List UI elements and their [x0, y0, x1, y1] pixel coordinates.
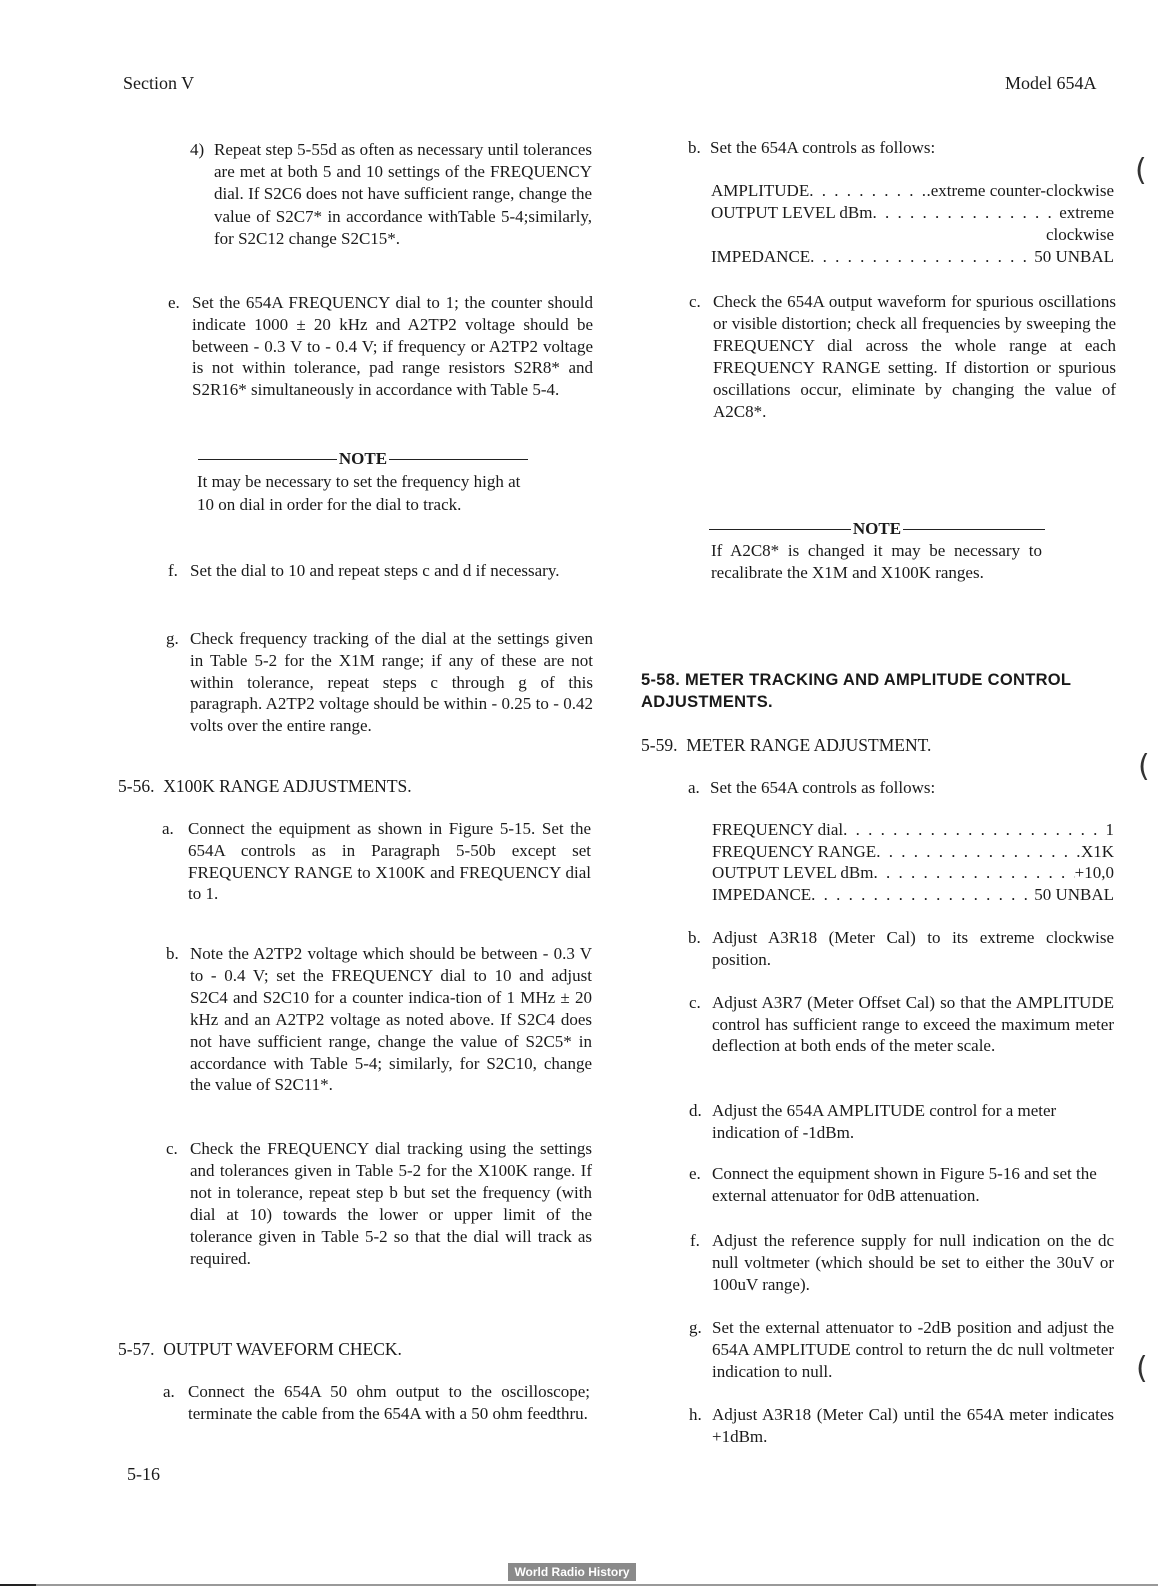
- step-text: Connect the equipment shown in Figure 5-16 and set the external attenuator for 0dB attenuation.: [712, 1164, 1097, 1205]
- step-4: [190, 139, 592, 250]
- note-divider: [709, 518, 1045, 540]
- control-row: [712, 841, 1114, 863]
- step-label: g.: [166, 629, 179, 648]
- step-5-56-a: [162, 818, 591, 905]
- control-name: OUTPUT LEVEL dBm: [711, 203, 873, 222]
- leader-dots: [811, 884, 1034, 906]
- control-name: OUTPUT LEVEL dBm: [712, 863, 874, 882]
- control-name: AMPLITUDE: [711, 181, 810, 200]
- step-text: Set the 654A controls as follows:: [710, 778, 936, 797]
- step-5-59-g: [689, 1317, 1114, 1384]
- leader-dots: [873, 202, 1060, 224]
- control-row: [711, 202, 1114, 224]
- step-text: Note the A2TP2 voltage which should be between - 0.3 V to - 0.4 V; set the FREQUENCY dial to 10 and adjust S2C4 and S2C10 for a counter indica-tion of 1 MHz ± 20 kHz and an A2TP2 voltage as noted above. If S2C4 does not have sufficient range, change the value of S2C5* in accordance with Table 5-4; similarly, for S2C10, change the value of S2C11*.: [190, 944, 592, 1095]
- step-5-57-a: [163, 1381, 590, 1425]
- step-text: Adjust A3R7 (Meter Offset Cal) so that the AMPLITUDE control has sufficient range to exceed the maximum meter deflection at both ends of the meter scale.: [712, 993, 1114, 1056]
- leader-dots: [809, 180, 926, 202]
- step-text: Set the 654A FREQUENCY dial to 1; the counter should indicate 1000 ± 20 kHz and A2TP2 voltage should be between - 0.3 V to - 0.4 V; if frequency or A2TP2 voltage is not within tolerance, pad range resistors S2R8* and S2R16* simultaneously in accordance with Table 5-4.: [192, 293, 593, 400]
- control-value-continued: clockwise: [1046, 225, 1114, 244]
- step-label: e.: [689, 1164, 701, 1183]
- step-label: f.: [690, 1231, 700, 1250]
- section-heading-5-56: 5-56. X100K RANGE ADJUSTMENTS.: [118, 776, 412, 796]
- step-text: Check the FREQUENCY dial tracking using the settings and tolerances given in Table 5-2 for the X100K range. If not in tolerance, repeat step b but set the frequency (with dial at 10) towards the lower or upper limit of the tolerance given in Table 5-2 so that the dial will track as required.: [190, 1139, 592, 1268]
- step-text: Adjust the reference supply for null indication on the dc null voltmeter (which should be set to either the 30uV or 100uV range).: [712, 1231, 1114, 1294]
- page-number: 5-16: [127, 1464, 160, 1484]
- note-divider: [198, 448, 528, 470]
- model-header: Model 654A: [1005, 73, 1097, 93]
- control-value: extreme: [1059, 203, 1114, 222]
- step-label: 4): [190, 140, 205, 159]
- step-label: a.: [162, 819, 174, 838]
- binder-hole-mark: (: [1135, 153, 1147, 188]
- control-name: IMPEDANCE: [711, 247, 811, 266]
- step-label: e.: [168, 293, 180, 312]
- control-name: FREQUENCY RANGE: [712, 841, 877, 861]
- step-label: d.: [689, 1101, 702, 1120]
- section-heading-5-57: 5-57. OUTPUT WAVEFORM CHECK.: [118, 1339, 402, 1359]
- step-5-56-c: [166, 1138, 592, 1270]
- step-text: Set the 654A controls as follows:: [710, 138, 936, 157]
- step-5-59-f: [690, 1230, 1114, 1296]
- control-name: FREQUENCY dial: [712, 820, 844, 839]
- step-5-59-b: [688, 927, 1114, 971]
- bottom-edge-mark: [0, 1584, 36, 1586]
- step-label: c.: [689, 993, 701, 1012]
- step-5-59-c: [689, 992, 1114, 1057]
- rule-line: [198, 459, 337, 460]
- rule-line: [389, 459, 528, 460]
- control-row: [711, 180, 1114, 202]
- step-text: Connect the equipment as shown in Figure 5-15. Set the 654A controls as in Paragraph 5-50b except set FREQUENCY RANGE to X100K and FREQUENCY dial to 1.: [188, 819, 591, 904]
- note-title: NOTE: [338, 449, 388, 468]
- control-value: 50 UNBAL: [1034, 884, 1114, 904]
- step-label: b.: [688, 928, 701, 947]
- controls-table-2: [712, 819, 1114, 905]
- rule-line: [709, 529, 851, 530]
- step-text: Adjust A3R18 (Meter Cal) until the 654A meter indicates +1dBm.: [712, 1405, 1114, 1446]
- step-5-59-h: [689, 1404, 1114, 1448]
- control-name: IMPEDANCE: [712, 884, 812, 904]
- rule-line: [903, 529, 1045, 530]
- step-label: a.: [163, 1382, 175, 1401]
- leader-dots: [810, 246, 1034, 268]
- note-text: It may be necessary to set the frequency high at 10 on dial in order for the dial to track.: [197, 472, 521, 514]
- binder-hole-mark: (: [1138, 749, 1150, 784]
- step-5-59-e: [689, 1163, 1114, 1207]
- step-label: b.: [166, 944, 179, 963]
- step-label: g.: [689, 1318, 702, 1337]
- step-text: Check the 654A output waveform for spurious oscillations or visible distortion; check all frequencies by sweeping the FREQUENCY dial across the whole range at each FREQUENCY RANGE setting. If distortion or spurious oscillations occur, eliminate by changing the value of A2C8*.: [713, 292, 1116, 421]
- step-label: h.: [689, 1405, 702, 1424]
- section-heading-5-59: 5-59. METER RANGE ADJUSTMENT.: [641, 735, 932, 755]
- leader-dots: [843, 819, 1105, 841]
- binder-hole-mark: (: [1136, 1351, 1148, 1386]
- note-title: NOTE: [852, 519, 902, 538]
- control-value: +10,0: [1074, 863, 1114, 882]
- control-value: .extreme counter-clockwise: [926, 181, 1114, 200]
- step-label: b.: [688, 138, 701, 157]
- bottom-edge-rule: [0, 1584, 1158, 1586]
- step-text: Set the external attenuator to -2dB position and adjust the 654A AMPLITUDE control to return the dc null voltmeter indication to null.: [712, 1318, 1114, 1382]
- control-row: [711, 246, 1114, 268]
- note-text: If A2C8* is changed it may be necessary to recalibrate the X1M and X100K ranges.: [711, 541, 1042, 582]
- step-label: a.: [688, 778, 700, 797]
- control-value: 50 UNBAL: [1034, 247, 1114, 266]
- step-e: [168, 292, 593, 401]
- control-row: [712, 862, 1114, 884]
- control-row: [712, 884, 1114, 906]
- step-text: Connect the 654A 50 ohm output to the oscilloscope; terminate the cable from the 654A with a 50 ohm feedthru.: [188, 1382, 590, 1423]
- step-5-59-d: [689, 1100, 1114, 1144]
- step-5-57-c: [689, 291, 1116, 423]
- leader-dots: [874, 862, 1075, 884]
- control-row: [712, 819, 1114, 841]
- step-5-57-b: [688, 137, 1113, 159]
- step-text: Set the dial to 10 and repeat steps c and d if necessary.: [190, 561, 560, 580]
- step-label: c.: [166, 1139, 178, 1158]
- section-header: Section V: [123, 73, 195, 93]
- control-value: 1: [1105, 820, 1114, 839]
- step-label: c.: [689, 292, 701, 311]
- source-watermark: World Radio History: [508, 1563, 636, 1581]
- step-5-59-a: [688, 777, 1113, 799]
- step-f: [168, 560, 593, 582]
- step-text: Adjust the 654A AMPLITUDE control for a meter indication of -1dBm.: [712, 1101, 1057, 1142]
- step-5-56-b: [166, 943, 592, 1096]
- control-value: X1K: [1080, 841, 1114, 861]
- step-g: [166, 628, 593, 737]
- step-text: Adjust A3R18 (Meter Cal) to its extreme clockwise position.: [712, 928, 1114, 969]
- step-text: Check frequency tracking of the dial at the settings given in Table 5-2 for the X1M range; if any of these are not within tolerance, repeat steps c through g of this paragraph. A2TP2 voltage should be within - 0.25 to - 0.42 volts over the entire range.: [190, 629, 593, 736]
- leader-dots: [876, 841, 1081, 863]
- step-label: f.: [168, 561, 178, 580]
- step-text: Repeat step 5-55d as often as necessary until tolerances are met at both 5 and 10 settings of the FREQUENCY dial. If S2C6 does not have sufficient range, change the value of S2C7* in accordance withTable 5-4;similarly, for S2C12 change S2C15*.: [214, 140, 592, 248]
- controls-table-1: [711, 180, 1114, 268]
- section-heading-5-58: 5-58. METER TRACKING AND AMPLITUDE CONTROL ADJUSTMENTS.: [641, 671, 1071, 711]
